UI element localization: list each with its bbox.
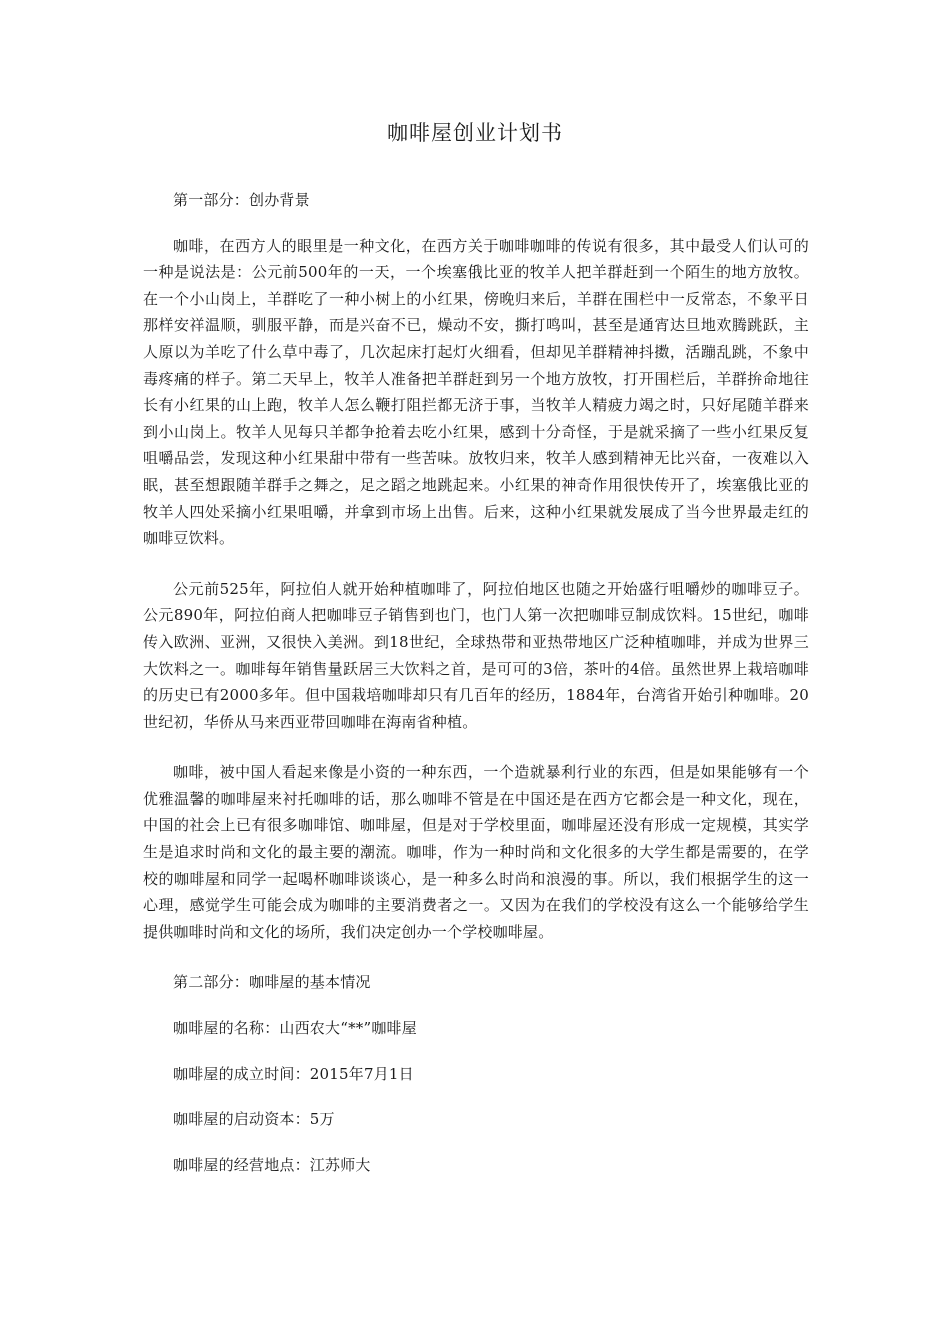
paragraph-legend: 咖啡，在西方人的眼里是一种文化，在西方关于咖啡咖啡的传说有很多，其中最受人们认可的一种是说法是：公元前500年的一天，一个埃塞俄比亚的牧羊人把羊群赶到一个陌生的地方放牧。在一个小山岗上，羊群吃了一种小树上的小红果，傍晚归来后，羊群在围栏中一反常态，不象平日那样安祥温顺，驯服平静，而是兴奋不已，燥动不安，撕打鸣叫，甚至是通宵达旦地欢腾跳跃，主人原以为羊吃了什么草中毒了，几次起床打起灯火细看，但却见羊群精神抖擞，活蹦乱跳，不象中毒疼痛的样子。第二天早上，牧羊人准备把羊群赶到另一个地方放牧，打开围栏后，羊群拚命地往长有小红果的山上跑，牧羊人怎么鞭打阻拦都无济于事，当牧羊人精疲力竭之时，只好尾随羊群来到小山岗上。牧羊人见每只羊都争抢着去吃小红果，感到十分奇怪，于是就采摘了一些小红果反复咀嚼品尝，发现这种小红果甜中带有一些苦味。放牧归来，牧羊人感到精神无比兴奋，一夜难以入眠，甚至想跟随羊群手之舞之，足之蹈之地跳起来。小红果的神奇作用很快传开了，埃塞俄比亚的牧羊人四处采摘小红果咀嚼，并拿到市场上出售。后来，这种小红果就发展成了当今世界最走红的咖啡豆饮料。 — [143, 236, 809, 548]
document-title: 咖啡屋创业计划书 — [387, 121, 563, 145]
info-line-location: 咖啡屋的经营地点：江苏师大 — [173, 1155, 371, 1174]
section-heading-basic-info: 第二部分：咖啡屋的基本情况 — [173, 973, 371, 992]
paragraph-history: 公元前525年，阿拉伯人就开始种植咖啡了，阿拉伯地区也随之开始盛行咀嚼炒的咖啡豆子。公元890年，阿拉伯商人把咖啡豆子销售到也门，也门人第一次把咖啡豆制成饮料。15世纪，咖啡传入欧洲、亚洲，又很快入美洲。到18世纪，全球热带和亚热带地区广泛种植咖啡，并成为世界三大饮料之一。咖啡每年销售量跃居三大饮料之首，是可可的3倍，茶叶的4倍。虽然世界上栽培咖啡的历史已有2000多年。但中国栽培咖啡却只有几百年的经历，1884年，台湾省开始引种咖啡。20世纪初，华侨从马来西亚带回咖啡在海南省种植。 — [143, 579, 809, 731]
info-line-capital: 咖啡屋的启动资本：5万 — [173, 1110, 335, 1129]
info-line-founding-date: 咖啡屋的成立时间：2015年7月1日 — [173, 1064, 414, 1083]
info-line-name: 咖啡屋的名称：山西农大“**”咖啡屋 — [173, 1019, 417, 1038]
paragraph-motivation: 咖啡，被中国人看起来像是小资的一种东西，一个造就暴利行业的东西，但是如果能够有一个优雅温馨的咖啡屋来衬托咖啡的话，那么咖啡不管是在中国还是在西方它都会是一种文化，现在，中国的社会上已有很多咖啡馆、咖啡屋，但是对于学校里面，咖啡屋还没有形成一定规模，其实学生是追求时尚和文化的最主要的潮流。咖啡，作为一种时尚和文化很多的大学生都是需要的，在学校的咖啡屋和同学一起喝杯咖啡谈谈心，是一种多么时尚和浪漫的事。所以，我们根据学生的这一心理，感觉学生可能会成为咖啡的主要消费者之一。又因为在我们的学校没有这么一个能够给学生提供咖啡时尚和文化的场所，我们决定创办一个学校咖啡屋。 — [143, 763, 809, 941]
section-heading-background: 第一部分：创办背景 — [173, 191, 310, 209]
document-body — [143, 187, 809, 1197]
